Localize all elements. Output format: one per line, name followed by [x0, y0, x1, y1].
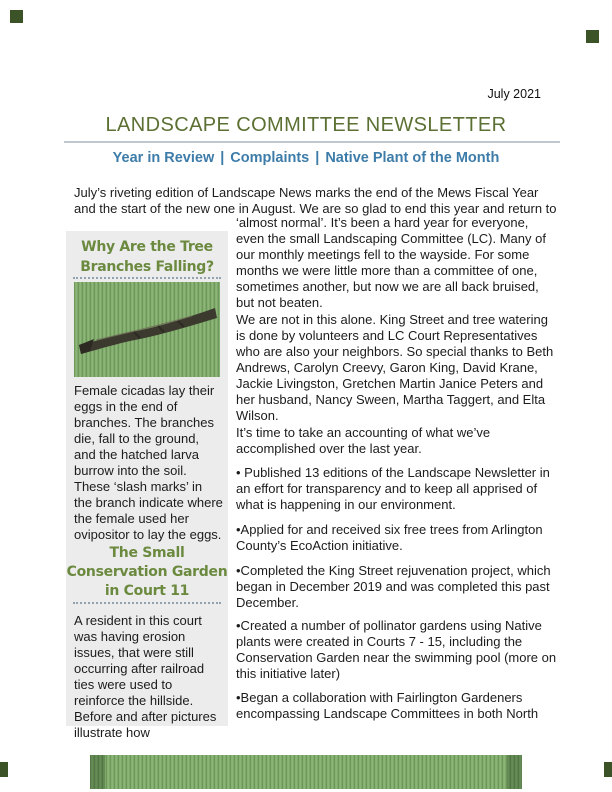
nav-link-complaints[interactable]: Complaints — [230, 150, 310, 166]
sidebar-body-cicadas: Female cicadas lay their eggs in the end of branches. The branches die, fall to the ground, and the hatched larva burrow into the soil. These ‘slash marks’ in the branch indicate where the female used her ovipositor to lay the eggs. — [74, 383, 223, 542]
accomplishment-bullet: •Began a collaboration with Fairlington Gardeners encompassing Landscape Committees in both North — [236, 690, 539, 721]
issue-date: July 2021 — [487, 87, 541, 101]
accomplishment-bullet: •Completed the King Street rejuvenation project, which began in December 2019 and was completed this past December. — [236, 563, 551, 610]
body-paragraph: We are not in this alone. King Street and tree watering is done by volunteers and LC Court Representatives who are also your neighbors. So special thanks to Beth Andrews, Carolyn Creevy, Garon King, David Krane, Jackie Livingston, Gretchen Martin Janice Peters and her husband, Nancy Sween, Martha Taggert, and Elta Wilson. — [236, 312, 554, 423]
footer-strip-right-shade — [507, 755, 522, 789]
intro-paragraph: July’s riveting edition of Landscape News marks the end of the Mews Fiscal Year and the start of the new one in August. We are so glad to end this year and return to — [74, 185, 557, 216]
corner-accent-top-left — [10, 10, 23, 23]
title-divider — [64, 141, 560, 143]
nav-separator: | — [315, 150, 320, 166]
body-paragraph: It’s time to take an accounting of what we’ve accomplished over the last year. — [236, 425, 491, 456]
nav-separator: | — [220, 150, 225, 166]
accomplishment-bullet: •Applied for and received six free trees from Arlington County’s EcoAction initiative. — [236, 522, 543, 553]
footer-strip-left-shade — [90, 755, 105, 789]
accomplishment-bullet: • Published 13 editions of the Landscape Newsletter in an effort for transparency and to keep all apprised of what is happening in our environment. — [236, 465, 550, 512]
sidebar-box — [66, 231, 228, 740]
edge-accent-bottom-right — [604, 762, 612, 777]
branch-illustration — [74, 282, 220, 377]
nav-link-year-in-review[interactable]: Year in Review — [112, 150, 215, 166]
nav-link-native-plant[interactable]: Native Plant of the Month — [325, 150, 500, 166]
sidebar-heading-branches: Why Are the Tree Branches Falling? — [80, 239, 214, 275]
sidebar-body-erosion: A resident in this court was having erosion issues, that were still occurring after railroad ties were used to reinforce the hillside. Before and after pictures illustrate how — [74, 613, 217, 740]
branch-photo — [74, 282, 220, 377]
fabric-footer-strip — [90, 755, 522, 789]
edge-accent-bottom-left — [0, 762, 8, 777]
newsletter-title: LANDSCAPE COMMITTEE NEWSLETTER — [105, 114, 507, 136]
dotted-divider — [73, 602, 221, 604]
dotted-divider — [73, 277, 221, 279]
corner-accent-top-right — [586, 30, 599, 43]
body-paragraph: ‘almost normal’. It’s been a hard year for everyone, even the small Landscaping Committee (LC). Many of our monthly meetings fell to the wayside. For some months we were little more than a committee of one, sometimes another, but now we are all back bruised, but not beaten. — [236, 215, 546, 310]
section-nav — [0, 149, 612, 167]
sidebar-heading-conservation-garden: The Small Conservation Garden in Court 11 — [66, 545, 228, 599]
accomplishment-bullet: •Created a number of pollinator gardens using Native plants were created in Courts 7 - 15, including the Conservation Garden near the swimming pool (more on this initiative later) — [236, 618, 557, 681]
